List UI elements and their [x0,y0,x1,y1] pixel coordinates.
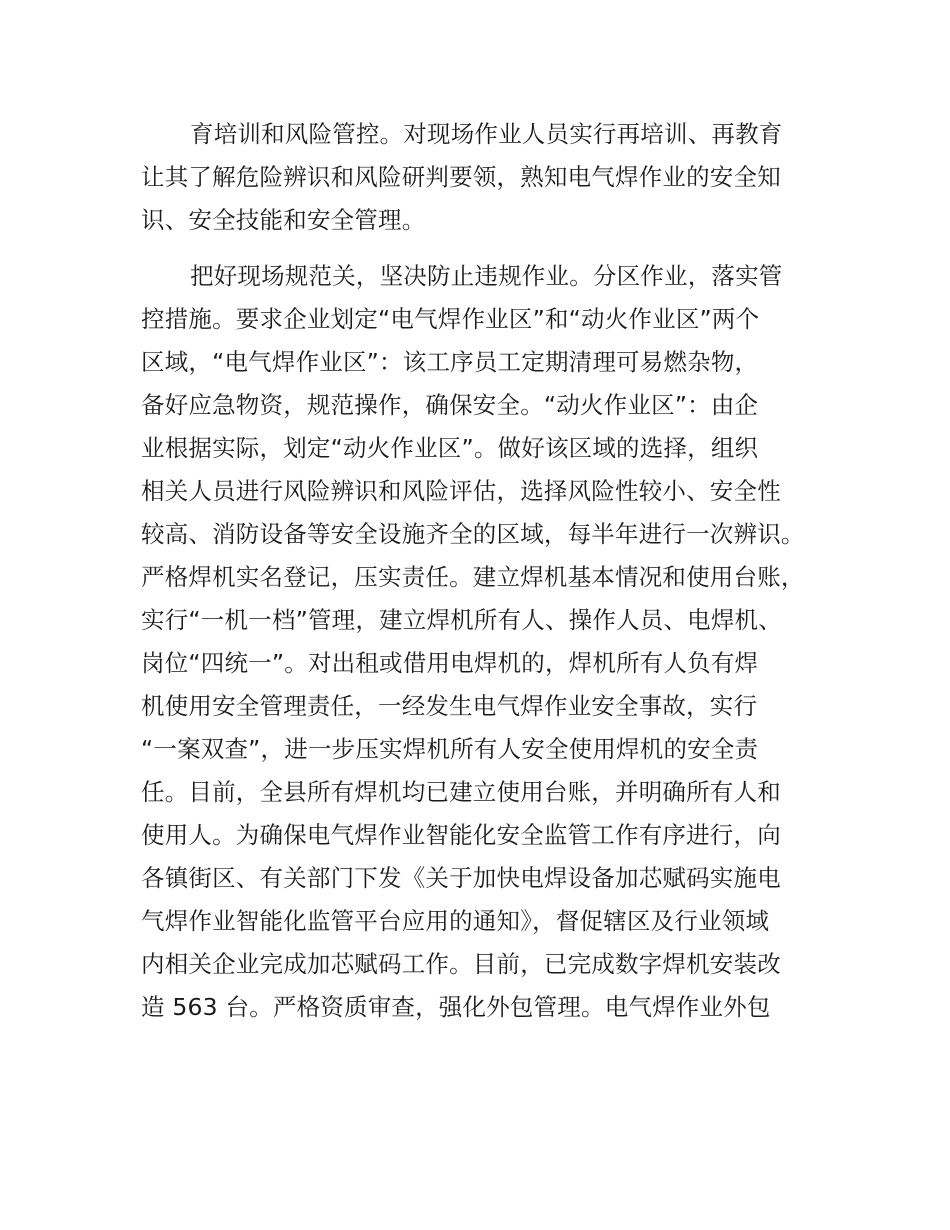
text-line: 较高、消防设备等安全设施齐全的区域，每半年进行一次辨识。 [141,520,805,548]
text-line: 备好应急物资，规范操作，确保安全。“动火作业区”：由企 [141,391,759,419]
text-line: 区域，“电气焊作业区”：该工序员工定期清理可易燃杂物， [141,348,759,376]
text-line: 把好现场规范关，坚决防止违规作业。分区作业，落实管 [190,262,783,290]
text-line: 控措施。要求企业划定“电气焊作业区”和“动火作业区”两个 [141,305,760,333]
text-line: 实行“一机一档”管理，建立焊机所有人、操作人员、电焊机、 [141,606,782,634]
text-line: 业根据实际，划定“动火作业区”。做好该区域的选择，组织 [141,434,759,462]
text-line: 育培训和风险管控。对现场作业人员实行再培训、再教育 [190,120,783,148]
text-line: 使用人。为确保电气焊作业智能化安全监管工作有序进行，向 [141,821,781,849]
text-line: “一案双查”，进一步压实焊机所有人安全使用焊机的安全责 [141,735,759,763]
text-line: 内相关企业完成加芯赋码工作。目前，已完成数字焊机安装改 [141,950,781,978]
text-line: 相关人员进行风险辨识和风险评估，选择风险性较小、安全性 [141,477,781,505]
text-line: 气焊作业智能化监管平台应用的通知》，督促辖区及行业领域 [141,907,770,935]
text-line: 让其了解危险辨识和风险研判要领，熟知电气焊作业的安全知 [141,163,781,191]
text-line: 各镇街区、有关部门下发《关于加快电焊设备加芯赋码实施电 [141,864,781,892]
text-line: 识、安全技能和安全管理。 [141,206,426,234]
text-line: 造 563 台。严格资质审查，强化外包管理。电气焊作业外包 [141,993,771,1021]
text-line: 岗位“四统一”。对出租或借用电焊机的，焊机所有人负有焊 [141,649,759,677]
text-line: 严格焊机实名登记，压实责任。建立焊机基本情况和使用台账， [141,563,805,591]
text-line: 机使用安全管理责任，一经发生电气焊作业安全事故，实行 [141,692,758,720]
text-line: 任。目前，全县所有焊机均已建立使用台账，并明确所有人和 [141,778,781,806]
